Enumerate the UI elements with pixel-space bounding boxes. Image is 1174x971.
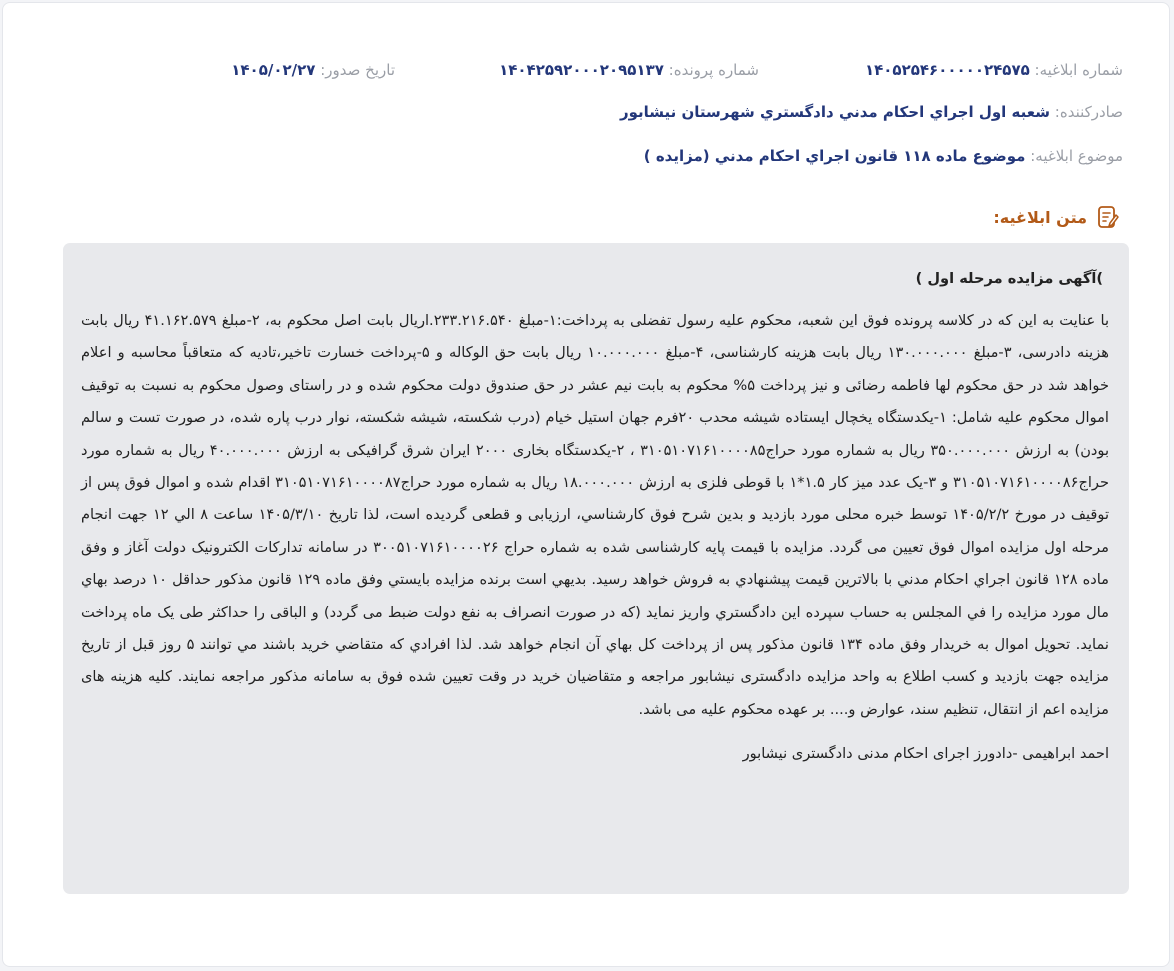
notice-text-icon xyxy=(1095,204,1121,230)
subject-value: موضوع ماده ۱۱۸ قانون اجراي احكام مدني (مزايده ) xyxy=(643,147,1026,165)
issue-date-label: تاریخ صدور: xyxy=(320,61,395,79)
notice-meta-row xyxy=(49,61,1123,85)
notice-number-value: ۱۴۰۵۲۵۴۶۰۰۰۰۰۲۴۵۷۵ xyxy=(864,61,1030,79)
case-number-label: شماره پرونده: xyxy=(668,61,759,79)
notice-body: با عنایت به این که در کلاسه پرونده فوق این شعبه، محکوم علیه رسول تفضلی به پرداخت:۱-مبلغ ۲۳۳.۲۱۶.۵۴۰.اریال بابت اصل محکوم به، ۲-مبلغ ۴۱.۱۶۲.۵۷۹ ریال بابت هزینه دادرسی، ۳-مبلغ ۱۳۰.۰۰۰.۰۰۰ ریال بابت هزینه کارشناسی، ۴-مبلغ ۱۰.۰۰۰.۰۰۰ ریال بابت حق الوکاله و ۵-پرداخت خسارت تاخیر،تادیه که متعاقباً محاسبه و اعلام خواهد شد در حق محکوم لها فاطمه رضائی و نیز پرداخت ۵% محکوم به بابت نیم عشر در حق صندوق دولت محکوم شده و در راستای وصول محکوم به نسبت به توقیف اموال محکوم علیه شامل: ۱-یکدستگاه یخچال ایستاده شیشه محدب ۲۰فرم جهان استیل خیام (درب شکسته، شیشه شکسته، نوار درب پاره شده، در صورت تست و سالم بودن) به ارزش ۳۵۰.۰۰۰.۰۰۰ ریال به شماره مورد حراج۳۱۰۵۱۰۷۱۶۱۰۰۰۰۸۵ ، ۲-یکدستگاه بخاری ۲۰۰۰ ایران شرق گرافیکی به ارزش ۴۰.۰۰۰.۰۰۰ ریال به شماره مورد حراج۳۱۰۵۱۰۷۱۶۱۰۰۰۰۸۶ و ۳-یک عدد میز کار ۱.۵*۱ با قوطی فلزی به ارزش ۱۸.۰۰۰.۰۰۰ ریال به شماره مورد حراج۳۱۰۵۱۰۷۱۶۱۰۰۰۰۸۷ اقدام شده و اموال فوق پس از توقیف در مورخ ۱۴۰۵/۲/۲ توسط خبره محلی مورد بازدید و بدین شرح فوق کارشناسي، ارزيابی و قطعی گردیده است، لذا تاریخ ۱۴۰۵/۳/۱۰ ساعت ۸ الي ۱۲ جهت انجام مرحله اول مزایده اموال فوق تعیین می گردد. مزایده با قیمت پایه کارشناسی شده به شماره حراج ۳۰۰۵۱۰۷۱۶۱۰۰۰۰۲۶ در سامانه تدارکات الکترونیک دولت آغاز و وفق ماده ۱۲۸ قانون اجراي احكام مدني با بالاترین قیمت پیشنهادي به فروش خواهد رسید. بديهي است برنده مزايده بايستي وفق ماده ۱۲۹ قانون مذکور حداقل ۱۰ درصد بهاي مال مورد مزايده را في المجلس به حساب سپرده اين دادگستري واريز نمايد (که در صورت انصراف به نفع دولت ضبط می گردد) و الباقی را حداکثر طی یک ماه پرداخت نماید. تحويل اموال به خريدار وفق ماده ۱۳۴ قانون مذكور پس از پرداخت كل بهاي آن انجام خواهد شد. لذا افرادي كه متقاضي خريد باشند مي توانند ۵ روز قبل از تاريخ مزايده جهت بازديد و کسب اطلاع به واحد مزايده دادگستری نیشابور مراجعه و متقاضيان خريد در وقت تعيين شده فوق به سامانه مذکور مراجعه نمایند. کلیه هزینه های مزایده اعم از انتقال، تنظیم سند، عوارض و.... بر عهده محکوم علیه می باشد. xyxy=(81,312,1110,718)
notice-subject xyxy=(644,147,1123,165)
issue-date-value: ۱۴۰۵/۰۲/۲۷ xyxy=(231,61,316,79)
notice-signature: احمد ابراهیمی -دادورز اجرای احکام مدنی دادگستری نیشابور xyxy=(742,745,1109,763)
issuer xyxy=(620,103,1123,121)
notice-number-label: شماره ابلاغیه: xyxy=(1034,61,1123,79)
case-number-value: ۱۴۰۴۲۵۹۲۰۰۰۲۰۹۵۱۳۷ xyxy=(499,61,664,79)
subject-label: موضوع ابلاغیه: xyxy=(1030,147,1123,165)
notice-text-header xyxy=(993,203,1121,231)
notice-heading: )آگهی مزایده مرحله اول ) xyxy=(915,270,1103,287)
issuer-value: شعبه اول اجراي احكام مدني دادگستري شهرستان نيشابور xyxy=(619,103,1050,121)
notice-text-title: متن ابلاغیه: xyxy=(993,207,1087,227)
issuer-label: صادرکننده: xyxy=(1054,103,1123,121)
issue-date xyxy=(231,61,395,79)
notice-number xyxy=(865,61,1123,79)
case-number xyxy=(499,61,759,79)
notice-card xyxy=(2,2,1170,967)
notice-text-box xyxy=(63,243,1129,894)
